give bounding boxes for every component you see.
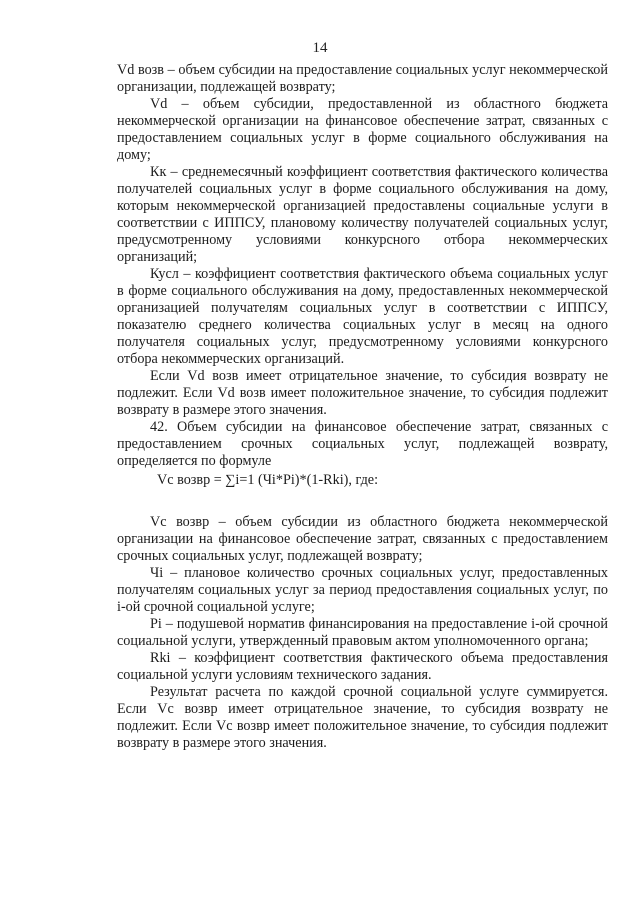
paragraph-kusl: Кусл – коэффициент соответствия фактического объема социальных услуг в форме социального обслуживания на дому, предоставленных некоммерческой организацией получателям социальных услуг в соответствии с ИППСУ, показателю среднего количества социальных услуг в месяц на одного получателя социальных услуг, предусмотренному условиями конкурсного отбора некоммерческих организаций. xyxy=(117,266,608,367)
page-number: 14 xyxy=(312,40,328,56)
paragraph-42: 42. Объем субсидии на финансовое обеспечение затрат, связанных с предоставлением срочных социальных услуг, подлежащей возврату, определяется по формуле xyxy=(117,419,608,469)
paragraph-if-negative: Если Vd возв имеет отрицательное значение, то субсидия возврату не подлежит. Если Vd возв имеет положительное значение, то субсидия подлежит возврату в размере этого значения. xyxy=(117,368,608,418)
paragraph-vd-vozv: Vd возв – объем субсидии на предоставление социальных услуг некоммерческой организации, подлежащей возврату; xyxy=(117,62,608,95)
document-body xyxy=(117,62,608,752)
formula: Vc возвр = ∑i=1 (Чi*Pi)*(1-Rki), где: xyxy=(157,472,379,488)
paragraph-vd: Vd – объем субсидии, предоставленной из областного бюджета некоммерческой организации на финансовое обеспечение затрат, связанных с предоставлением социальных услуг в форме социального обслуживания на дому; xyxy=(117,96,608,163)
definition-pi: Pi – подушевой норматив финансирования на предоставление i-ой срочной социальной услуги, утвержденный правовым актом уполномоченного органа; xyxy=(117,616,608,649)
definition-rki: Rki – коэффициент соответствия фактического объема предоставления социальной услуги условиям технического задания. xyxy=(117,650,608,683)
definition-chi: Чi – плановое количество срочных социальных услуг, предоставленных получателям социальных услуг за период предоставления социальных услуг, по i-ой срочной социальной услуге; xyxy=(117,565,608,615)
paragraph-kk: Кк – среднемесячный коэффициент соответствия фактического количества получателей социальных услуг в форме социального обслуживания на дому, которым некоммерческой организацией предоставлены социальные услуги в соответствии с ИППСУ, плановому количеству получателей социальных услуг, предусмотренному условиями конкурсного отбора некоммерческих организаций; xyxy=(117,164,608,265)
definition-vc-vozvr: Vc возвр – объем субсидии из областного бюджета некоммерческой организации на финансовое обеспечение затрат, связанных с предоставлением срочных социальных услуг, подлежащей возврату; xyxy=(117,514,608,564)
paragraph-result: Результат расчета по каждой срочной социальной услуге суммируется. Если Vc возвр имеет отрицательное значение, то субсидия возврату не подлежит. Если Vc возвр имеет положительное значение, то субсидия подлежит возврату в размере этого значения. xyxy=(117,684,608,751)
